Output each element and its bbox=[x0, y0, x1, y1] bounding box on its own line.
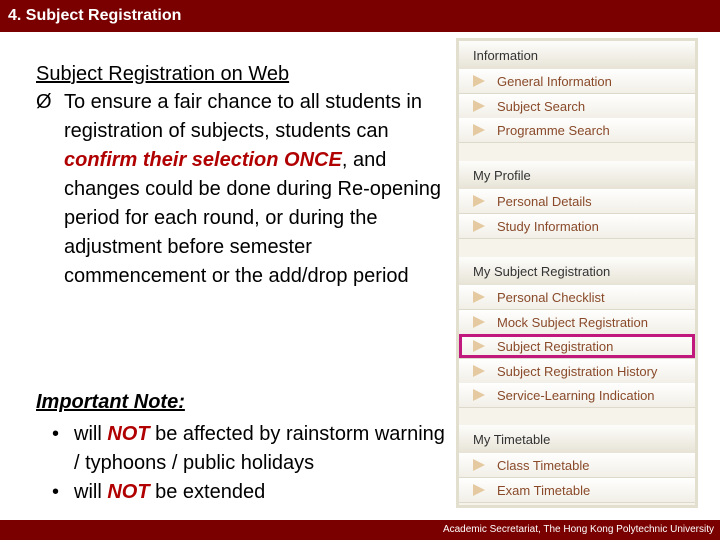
arrow-right-icon bbox=[473, 291, 485, 303]
navigation-menu-panel bbox=[456, 38, 698, 508]
menu-item-label: Programme Search bbox=[497, 123, 610, 138]
arrow-right-icon bbox=[473, 389, 485, 401]
menu-section-header bbox=[459, 425, 695, 454]
menu-section-title: My Subject Registration bbox=[473, 264, 611, 279]
menu-item-label: Subject Registration History bbox=[497, 363, 658, 379]
arrow-right-icon bbox=[473, 195, 485, 207]
menu-section-header bbox=[459, 161, 695, 190]
menu-item[interactable] bbox=[459, 189, 695, 214]
menu-item-label: Class Timetable bbox=[497, 458, 590, 473]
main-content bbox=[36, 60, 456, 291]
menu-item-label: Personal Details bbox=[497, 194, 592, 209]
note2-emphasis: NOT bbox=[107, 481, 150, 503]
menu-item-label: Study Information bbox=[497, 218, 599, 234]
menu-item[interactable] bbox=[459, 478, 695, 503]
note-item-1 bbox=[52, 420, 454, 478]
note-bullet-icon: • bbox=[52, 481, 60, 503]
note-bullet-icon: • bbox=[52, 423, 60, 445]
bullet-emphasis: confirm their selection ONCE bbox=[64, 149, 342, 171]
menu-item-label: General Information bbox=[497, 74, 612, 89]
menu-item[interactable] bbox=[459, 214, 695, 239]
menu-item-label: Exam Timetable bbox=[497, 482, 591, 498]
note-item-2 bbox=[52, 478, 454, 507]
menu-item[interactable] bbox=[459, 453, 695, 478]
arrow-right-icon bbox=[473, 340, 485, 352]
menu-section-title: Information bbox=[473, 48, 539, 63]
menu-item[interactable] bbox=[459, 69, 695, 94]
menu-section-header bbox=[459, 41, 695, 70]
slide-title: 4. Subject Registration bbox=[8, 7, 182, 24]
menu-item-label: Subject Search bbox=[497, 98, 586, 114]
title-bar bbox=[0, 0, 720, 32]
menu-item[interactable] bbox=[459, 383, 695, 408]
menu-item[interactable] bbox=[459, 359, 695, 384]
bullet-paragraph bbox=[36, 88, 456, 291]
menu-item-label: Service-Learning Indication bbox=[497, 388, 655, 403]
footer-bar bbox=[0, 520, 720, 540]
bullet-text-post: , and changes could be done during Re-opening period for each round, or during the adjustment before semester commencement or the add/drop period bbox=[64, 149, 441, 287]
arrow-right-icon bbox=[473, 365, 485, 377]
arrow-right-icon bbox=[473, 220, 485, 232]
arrow-right-icon bbox=[473, 316, 485, 328]
arrow-right-icon bbox=[473, 459, 485, 471]
arrow-right-icon bbox=[473, 100, 485, 112]
content-heading: Subject Registration on Web bbox=[36, 63, 290, 85]
menu-item[interactable] bbox=[459, 334, 695, 359]
bullet-text-pre: To ensure a fair chance to all students in registration of subjects, students can bbox=[64, 91, 422, 142]
note1-pre: will bbox=[74, 423, 108, 445]
arrow-right-icon bbox=[473, 75, 485, 87]
menu-item[interactable] bbox=[459, 94, 695, 119]
menu-item[interactable] bbox=[459, 118, 695, 143]
note2-pre: will bbox=[74, 481, 108, 503]
menu-section-title: My Timetable bbox=[473, 432, 551, 447]
menu-item-label: Mock Subject Registration bbox=[497, 314, 649, 330]
footer-text: Academic Secretariat, The Hong Kong Polytechnic University bbox=[442, 524, 714, 535]
menu-item-label: Personal Checklist bbox=[497, 290, 605, 305]
important-note-title: Important Note: bbox=[36, 391, 185, 413]
menu-item[interactable] bbox=[459, 285, 695, 310]
menu-section-title: My Profile bbox=[473, 168, 531, 183]
menu-item-label: Subject Registration bbox=[497, 339, 614, 354]
arrow-bullet-icon: Ø bbox=[36, 91, 52, 113]
menu-item[interactable] bbox=[459, 310, 695, 335]
menu-section-header bbox=[459, 257, 695, 286]
arrow-right-icon bbox=[473, 124, 485, 136]
note2-post: be extended bbox=[149, 481, 266, 503]
note1-post: be affected by rainstorm warning / typhoons / public holidays bbox=[74, 423, 445, 474]
note1-emphasis: NOT bbox=[107, 423, 150, 445]
arrow-right-icon bbox=[473, 484, 485, 496]
